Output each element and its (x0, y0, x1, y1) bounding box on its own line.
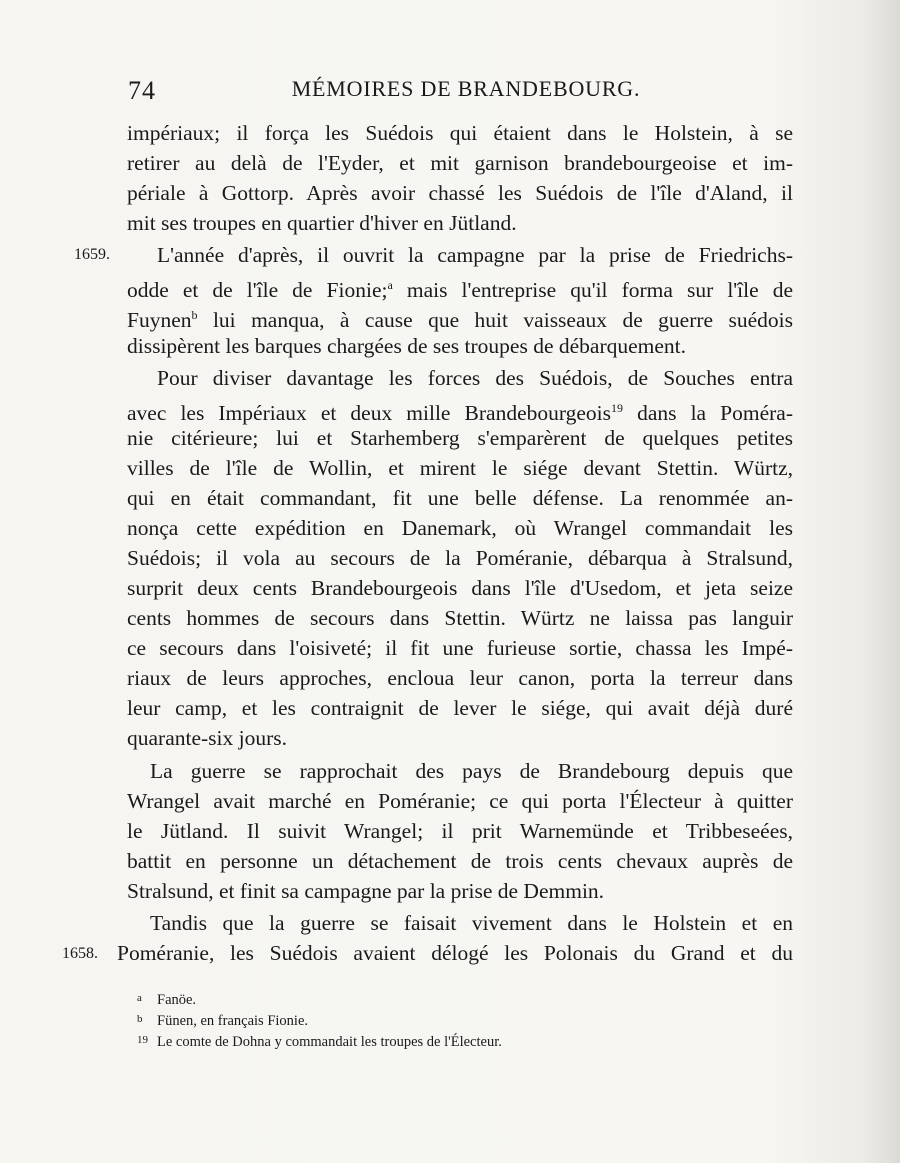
text-segment: odde et de l'île de Fionie; (127, 278, 388, 302)
footnote-mark: b (137, 1013, 143, 1025)
text-line: Poméranie, les Suédois avaient délogé les Polonais du Grand et du (117, 941, 793, 965)
text-line: retirer au delà de l'Eyder, et mit garnison brandebourgeoise et im- (127, 151, 793, 175)
footnote (137, 1011, 737, 1032)
footnote-text: Le comte de Dohna y commandait les troupes de l'Électeur. (157, 1034, 502, 1050)
text-segment: Fuynen (127, 308, 192, 332)
text-line: battit en personne un détachement de trois cents chevaux auprès de (127, 849, 793, 873)
footnote-text: Fünen, en français Fionie. (157, 1013, 309, 1029)
text-line: périale à Gottorp. Après avoir chassé les Suédois de l'île d'Aland, il (127, 181, 793, 205)
margin-date: 1658. (62, 945, 98, 962)
footnote-ref: 19 (611, 401, 624, 415)
text-segment: lui manqua, à cause que huit vaisseaux de guerre suédois (212, 308, 793, 332)
text-line: Stralsund, et finit sa campagne par la prise de Demmin. (127, 879, 605, 903)
page-number: 74 (128, 76, 156, 105)
text-line: leur camp, et les contraignit de lever le siége, qui avait déjà duré (127, 696, 793, 720)
text-line: impériaux; il força les Suédois qui étaient dans le Holstein, à se (127, 121, 793, 145)
footnote-ref: b (191, 308, 198, 322)
footnote-mark: a (137, 992, 142, 1004)
text-line: ce secours dans l'oisiveté; il fit une furieuse sortie, chassa les Impé- (127, 636, 793, 660)
text-line: quarante-six jours. (127, 726, 288, 750)
text-line: Tandis que la guerre se faisait vivement dans le Holstein et en (150, 911, 793, 935)
text-segment: mais l'entreprise qu'il forma sur l'île de (406, 278, 794, 302)
text-line: La guerre se rapprochait des pays de Brandebourg depuis que (150, 759, 793, 783)
text-line: Suédois; il vola au secours de la Poméranie, débarqua à Stralsund, (127, 546, 793, 570)
footnote (137, 990, 737, 1011)
text-line: dissipèrent les barques chargées de ses troupes de débarquement. (127, 334, 687, 358)
text-line: nie citérieure; lui et Starhemberg s'emparèrent de quelques petites (127, 426, 793, 450)
text-line: le Jütland. Il suivit Wrangel; il prit Warnemünde et Tribbeseées, (127, 819, 793, 843)
margin-date: 1659. (74, 246, 110, 263)
text-line: riaux de leurs approches, encloua leur canon, porta la terreur dans (127, 666, 793, 690)
footnote (137, 1032, 737, 1053)
text-line (127, 300, 793, 335)
text-line: qui en était commandant, fit une belle défense. La renommée an- (127, 486, 793, 510)
footnote-text: Fanöe. (157, 992, 197, 1008)
footnotes (137, 990, 737, 1053)
text-line: L'année d'après, il ouvrit la campagne par la prise de Friedrichs- (157, 243, 793, 267)
text-line: surprit deux cents Brandebourgeois dans l'île d'Usedom, et jeta seize (127, 576, 793, 600)
text-line: Wrangel avait marché en Poméranie; ce qui porta l'Électeur à quitter (127, 789, 793, 813)
running-title: MÉMOIRES DE BRANDEBOURG. (291, 76, 641, 101)
text-line: nonça cette expédition en Danemark, où Wrangel commandait les (127, 516, 793, 540)
text-line: Pour diviser davantage les forces des Suédois, de Souches entra (157, 366, 793, 390)
footnote-ref: a (387, 278, 393, 292)
text-line: villes de l'île de Wollin, et mirent le siége devant Stettin. Würtz, (127, 456, 793, 480)
text-line: mit ses troupes en quartier d'hiver en Jütland. (127, 211, 517, 235)
text-segment: dans la Poméra- (637, 401, 793, 425)
footnote-mark: 19 (137, 1034, 148, 1046)
text-segment: avec les Impériaux et deux mille Brandebourgeois (127, 401, 612, 425)
page-header (125, 70, 793, 110)
text-line: cents hommes de secours dans Stettin. Würtz ne laissa pas languir (127, 606, 793, 630)
